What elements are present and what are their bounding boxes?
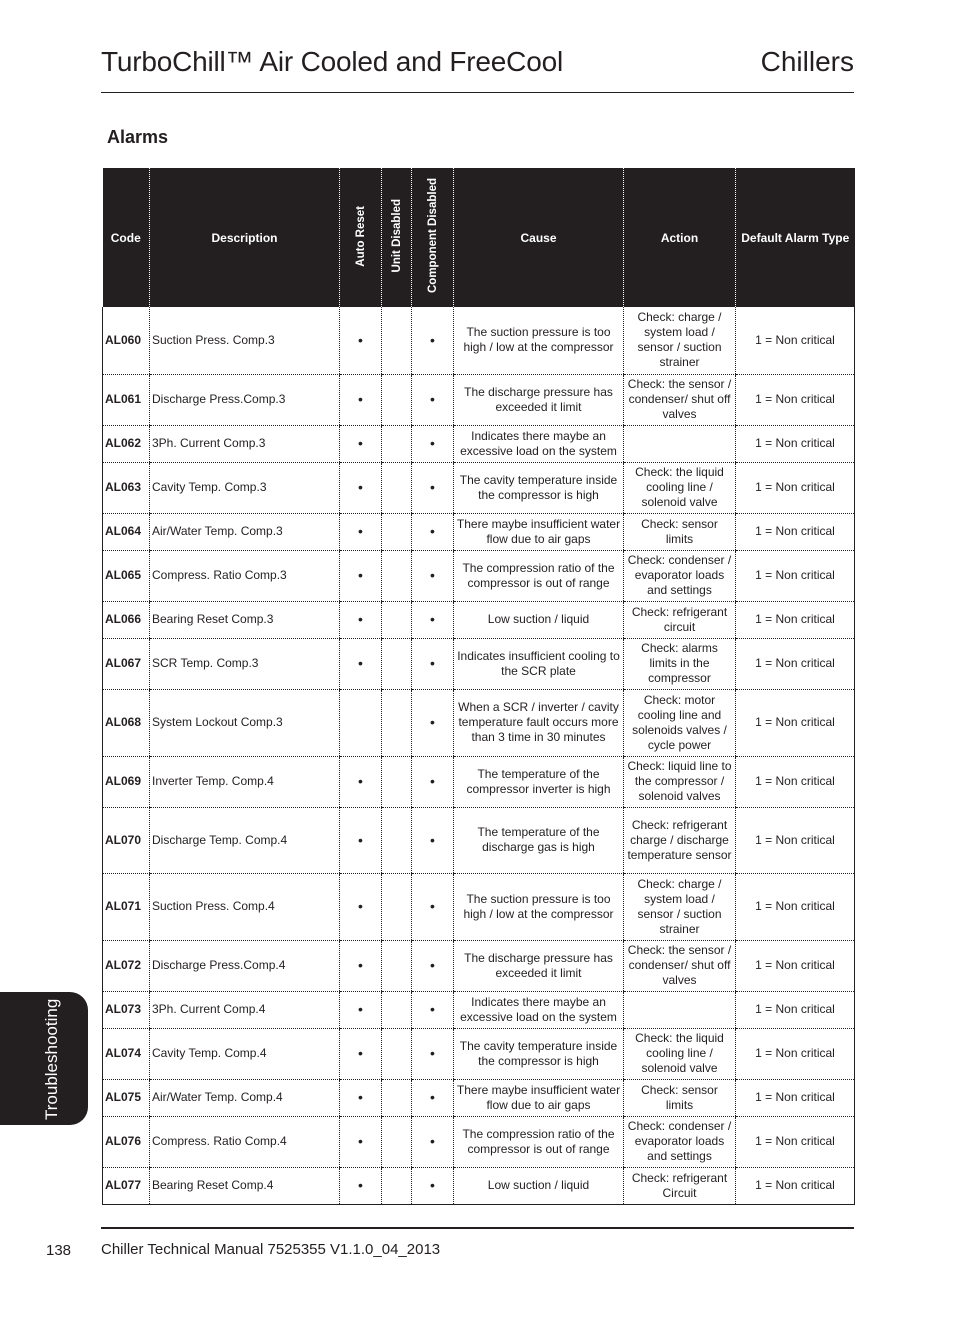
row-auto-reset: • xyxy=(340,513,382,550)
row-auto-reset: • xyxy=(340,873,382,940)
row-action: Check: sensor limits xyxy=(624,1079,736,1116)
row-auto-reset: • xyxy=(340,1028,382,1079)
row-description: 3Ph. Current Comp.3 xyxy=(150,425,340,462)
row-code: AL064 xyxy=(103,513,150,550)
row-action: Check: refrigerant Circuit xyxy=(624,1167,736,1204)
footer-manual-title: Chiller Technical Manual 7525355 V1.1.0_04_2013 xyxy=(101,1241,441,1258)
table-row xyxy=(103,1116,855,1167)
row-cause: The compression ratio of the compressor is out of range xyxy=(454,1116,624,1167)
row-unit-disabled xyxy=(382,689,412,756)
page-number: 138 xyxy=(46,1242,72,1259)
row-unit-disabled xyxy=(382,873,412,940)
row-alarm-type: 1 = Non critical xyxy=(736,1028,855,1079)
row-component-disabled: • xyxy=(412,940,454,991)
row-cause: The cavity temperature inside the compressor is high xyxy=(454,1028,624,1079)
header-description: Description xyxy=(150,168,340,307)
row-unit-disabled xyxy=(382,462,412,513)
row-component-disabled: • xyxy=(412,1116,454,1167)
table-row xyxy=(103,940,855,991)
row-code: AL066 xyxy=(103,601,150,638)
header-component-disabled: Component Disabled xyxy=(412,168,454,307)
row-cause: Low suction / liquid xyxy=(454,1167,624,1204)
row-alarm-type: 1 = Non critical xyxy=(736,1079,855,1116)
row-action: Check: the sensor / condenser/ shut off valves xyxy=(624,374,736,425)
row-code: AL070 xyxy=(103,807,150,873)
row-code: AL074 xyxy=(103,1028,150,1079)
row-unit-disabled xyxy=(382,940,412,991)
row-action: Check: refrigerant circuit xyxy=(624,601,736,638)
row-code: AL072 xyxy=(103,940,150,991)
row-alarm-type: 1 = Non critical xyxy=(736,807,855,873)
row-code: AL060 xyxy=(103,307,150,374)
row-component-disabled: • xyxy=(412,873,454,940)
row-auto-reset: • xyxy=(340,1116,382,1167)
side-tab-label: Troubleshooting xyxy=(42,998,61,1121)
row-unit-disabled xyxy=(382,425,412,462)
row-alarm-type: 1 = Non critical xyxy=(736,374,855,425)
table-row xyxy=(103,1079,855,1116)
row-action: Check: condenser / evaporator loads and settings xyxy=(624,550,736,601)
row-cause: Low suction / liquid xyxy=(454,601,624,638)
row-unit-disabled xyxy=(382,513,412,550)
row-component-disabled: • xyxy=(412,462,454,513)
row-auto-reset: • xyxy=(340,1079,382,1116)
row-description: Compress. Ratio Comp.4 xyxy=(150,1116,340,1167)
row-auto-reset: • xyxy=(340,807,382,873)
row-component-disabled: • xyxy=(412,1167,454,1204)
row-component-disabled: • xyxy=(412,1079,454,1116)
row-alarm-type: 1 = Non critical xyxy=(736,873,855,940)
row-component-disabled: • xyxy=(412,991,454,1028)
row-component-disabled: • xyxy=(412,601,454,638)
row-cause: The temperature of the discharge gas is high xyxy=(454,807,624,873)
row-action: Check: refrigerant charge / discharge temperature sensor xyxy=(624,807,736,873)
row-component-disabled: • xyxy=(412,550,454,601)
row-description: Discharge Press.Comp.4 xyxy=(150,940,340,991)
table-row xyxy=(103,1167,855,1204)
row-alarm-type: 1 = Non critical xyxy=(736,513,855,550)
row-auto-reset: • xyxy=(340,756,382,807)
table-row xyxy=(103,1028,855,1079)
row-cause: The temperature of the compressor inverter is high xyxy=(454,756,624,807)
row-action: Check: alarms limits in the compressor xyxy=(624,638,736,689)
row-code: AL061 xyxy=(103,374,150,425)
row-auto-reset: • xyxy=(340,307,382,374)
page-title: TurboChill™ Air Cooled and FreeCool xyxy=(101,46,563,77)
row-description: Discharge Press.Comp.3 xyxy=(150,374,340,425)
alarms-table xyxy=(102,168,855,1205)
row-component-disabled: • xyxy=(412,307,454,374)
row-cause: The suction pressure is too high / low at the compressor xyxy=(454,873,624,940)
table-row xyxy=(103,307,855,374)
row-code: AL071 xyxy=(103,873,150,940)
row-alarm-type: 1 = Non critical xyxy=(736,462,855,513)
row-action: Check: the liquid cooling line / solenoid valve xyxy=(624,1028,736,1079)
row-code: AL068 xyxy=(103,689,150,756)
row-description: Cavity Temp. Comp.3 xyxy=(150,462,340,513)
row-component-disabled: • xyxy=(412,756,454,807)
row-auto-reset: • xyxy=(340,638,382,689)
table-header-row xyxy=(103,168,855,307)
row-auto-reset: • xyxy=(340,940,382,991)
row-description: Discharge Temp. Comp.4 xyxy=(150,807,340,873)
table-row xyxy=(103,462,855,513)
row-action: Check: condenser / evaporator loads and settings xyxy=(624,1116,736,1167)
row-component-disabled: • xyxy=(412,1028,454,1079)
row-cause: The discharge pressure has exceeded it limit xyxy=(454,374,624,425)
row-unit-disabled xyxy=(382,1116,412,1167)
table-row xyxy=(103,425,855,462)
table-row xyxy=(103,756,855,807)
header-product-type: Chillers xyxy=(760,46,854,77)
table-row xyxy=(103,873,855,940)
row-code: AL067 xyxy=(103,638,150,689)
row-cause: There maybe insufficient water flow due to air gaps xyxy=(454,1079,624,1116)
row-alarm-type: 1 = Non critical xyxy=(736,991,855,1028)
row-unit-disabled xyxy=(382,807,412,873)
row-action: Check: the liquid cooling line / solenoid valve xyxy=(624,462,736,513)
row-code: AL065 xyxy=(103,550,150,601)
header-cause: Cause xyxy=(454,168,624,307)
row-unit-disabled xyxy=(382,307,412,374)
row-unit-disabled xyxy=(382,1167,412,1204)
row-action: Check: the sensor / condenser/ shut off valves xyxy=(624,940,736,991)
row-description: 3Ph. Current Comp.4 xyxy=(150,991,340,1028)
row-action xyxy=(624,425,736,462)
row-component-disabled: • xyxy=(412,513,454,550)
header-default-alarm-type: Default Alarm Type xyxy=(736,168,855,307)
row-code: AL075 xyxy=(103,1079,150,1116)
row-unit-disabled xyxy=(382,1028,412,1079)
row-description: SCR Temp. Comp.3 xyxy=(150,638,340,689)
row-unit-disabled xyxy=(382,374,412,425)
row-description: Air/Water Temp. Comp.4 xyxy=(150,1079,340,1116)
row-code: AL077 xyxy=(103,1167,150,1204)
row-description: Bearing Reset Comp.3 xyxy=(150,601,340,638)
row-auto-reset: • xyxy=(340,1167,382,1204)
header-action: Action xyxy=(624,168,736,307)
row-auto-reset: • xyxy=(340,991,382,1028)
row-action: Check: charge / system load / sensor / suction strainer xyxy=(624,307,736,374)
row-unit-disabled xyxy=(382,991,412,1028)
row-action xyxy=(624,991,736,1028)
row-code: AL063 xyxy=(103,462,150,513)
table-row xyxy=(103,601,855,638)
row-code: AL076 xyxy=(103,1116,150,1167)
row-auto-reset: • xyxy=(340,462,382,513)
row-alarm-type: 1 = Non critical xyxy=(736,940,855,991)
table-row xyxy=(103,513,855,550)
table-row xyxy=(103,374,855,425)
row-component-disabled: • xyxy=(412,374,454,425)
header-auto-reset: Auto Reset xyxy=(340,168,382,307)
row-description: Suction Press. Comp.3 xyxy=(150,307,340,374)
row-cause: Indicates there maybe an excessive load on the system xyxy=(454,425,624,462)
section-title: Alarms xyxy=(107,127,169,147)
row-cause: The compression ratio of the compressor is out of range xyxy=(454,550,624,601)
row-description: Air/Water Temp. Comp.3 xyxy=(150,513,340,550)
footer-divider xyxy=(101,1227,854,1229)
table-row xyxy=(103,807,855,873)
row-cause: Indicates insufficient cooling to the SCR plate xyxy=(454,638,624,689)
row-component-disabled: • xyxy=(412,807,454,873)
table-row xyxy=(103,991,855,1028)
row-alarm-type: 1 = Non critical xyxy=(736,1167,855,1204)
row-alarm-type: 1 = Non critical xyxy=(736,425,855,462)
row-cause: The discharge pressure has exceeded it limit xyxy=(454,940,624,991)
row-unit-disabled xyxy=(382,550,412,601)
row-cause: There maybe insufficient water flow due to air gaps xyxy=(454,513,624,550)
row-code: AL062 xyxy=(103,425,150,462)
row-action: Check: sensor limits xyxy=(624,513,736,550)
row-auto-reset: • xyxy=(340,601,382,638)
row-cause: The cavity temperature inside the compressor is high xyxy=(454,462,624,513)
header-code: Code xyxy=(103,168,150,307)
row-description: Inverter Temp. Comp.4 xyxy=(150,756,340,807)
header-divider xyxy=(101,92,854,93)
row-alarm-type: 1 = Non critical xyxy=(736,1116,855,1167)
row-alarm-type: 1 = Non critical xyxy=(736,756,855,807)
row-action: Check: liquid line to the compressor / solenoid valves xyxy=(624,756,736,807)
row-description: Bearing Reset Comp.4 xyxy=(150,1167,340,1204)
row-component-disabled: • xyxy=(412,638,454,689)
row-component-disabled: • xyxy=(412,689,454,756)
row-action: Check: charge / system load / sensor / suction strainer xyxy=(624,873,736,940)
row-code: AL073 xyxy=(103,991,150,1028)
row-description: Suction Press. Comp.4 xyxy=(150,873,340,940)
row-auto-reset: • xyxy=(340,425,382,462)
row-alarm-type: 1 = Non critical xyxy=(736,307,855,374)
row-alarm-type: 1 = Non critical xyxy=(736,550,855,601)
row-description: Compress. Ratio Comp.3 xyxy=(150,550,340,601)
row-description: System Lockout Comp.3 xyxy=(150,689,340,756)
row-unit-disabled xyxy=(382,601,412,638)
table-row xyxy=(103,638,855,689)
row-cause: Indicates there maybe an excessive load on the system xyxy=(454,991,624,1028)
row-description: Cavity Temp. Comp.4 xyxy=(150,1028,340,1079)
row-unit-disabled xyxy=(382,756,412,807)
row-alarm-type: 1 = Non critical xyxy=(736,689,855,756)
row-alarm-type: 1 = Non critical xyxy=(736,601,855,638)
row-cause: The suction pressure is too high / low at the compressor xyxy=(454,307,624,374)
row-unit-disabled xyxy=(382,638,412,689)
row-auto-reset: • xyxy=(340,550,382,601)
table-row xyxy=(103,689,855,756)
row-alarm-type: 1 = Non critical xyxy=(736,638,855,689)
row-unit-disabled xyxy=(382,1079,412,1116)
row-cause: When a SCR / inverter / cavity temperature fault occurs more than 3 time in 30 minutes xyxy=(454,689,624,756)
row-auto-reset xyxy=(340,689,382,756)
row-code: AL069 xyxy=(103,756,150,807)
row-action: Check: motor cooling line and solenoids valves / cycle power xyxy=(624,689,736,756)
header-unit-disabled: Unit Disabled xyxy=(382,168,412,307)
row-auto-reset: • xyxy=(340,374,382,425)
table-row xyxy=(103,550,855,601)
row-component-disabled: • xyxy=(412,425,454,462)
